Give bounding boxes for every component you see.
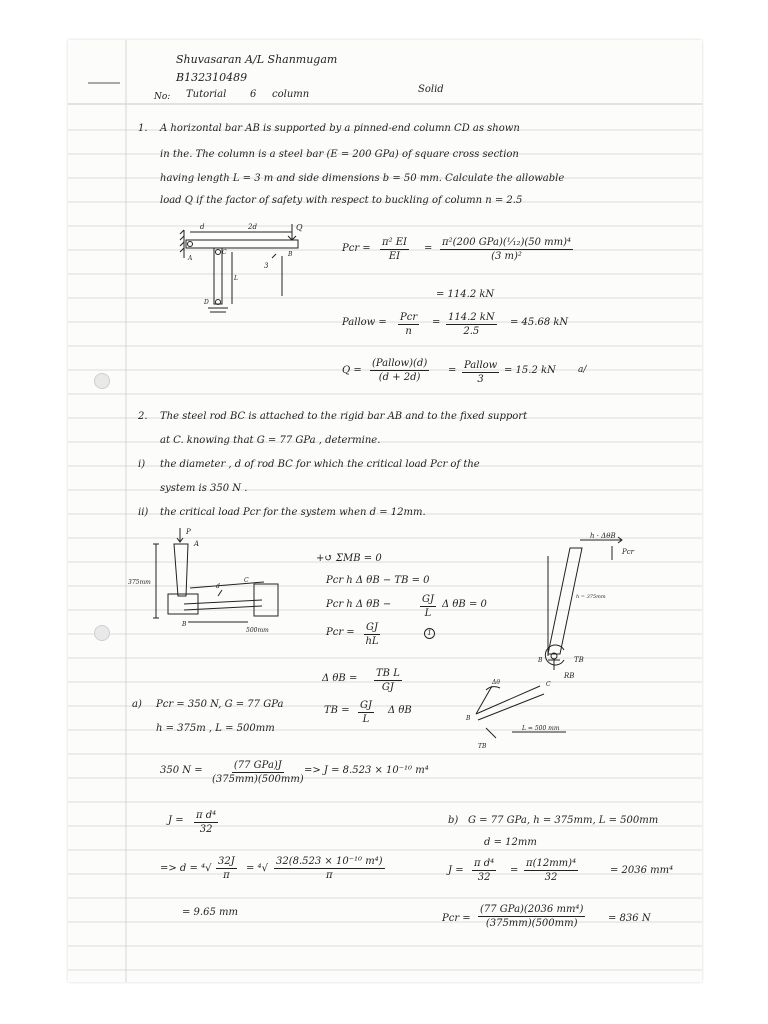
- d-numerator-2: 32(8.523 × 10⁻¹⁰ m⁴): [276, 856, 383, 867]
- eq3-denominator: hL: [365, 636, 379, 647]
- q1-number: 1.: [138, 123, 148, 134]
- equation-5-rhs: Δ θB: [388, 705, 412, 716]
- equation-4-lhs: Δ θB =: [322, 673, 358, 684]
- q2-part-i-text: system is 350 N .: [160, 483, 248, 494]
- pallow-fraction: [398, 312, 419, 337]
- diagram-label-c: C: [222, 249, 227, 256]
- part-a-numerator: (77 GPa)J: [233, 760, 282, 771]
- part-b-pcr-numerator: (77 GPa)(2036 mm⁴): [480, 904, 584, 915]
- part-b-pcr-denominator: (375mm)(500mm): [485, 918, 578, 929]
- part-b-j-denominator: 32: [477, 872, 491, 883]
- eq2-denominator: L: [424, 608, 432, 619]
- part-b-j-result: = 2036 mm⁴: [610, 865, 674, 876]
- part-b-pcr-lhs: Pcr =: [442, 913, 471, 924]
- q-denominator: (d + 2d): [378, 372, 421, 383]
- equation-3-fraction: [364, 622, 380, 647]
- q2-part-i-text: the diameter , d of rod BC for which the critical load Pcr of the: [160, 459, 480, 470]
- eq5-numerator: GJ: [360, 700, 372, 711]
- part-b-j-fraction: [472, 858, 496, 883]
- j-numerator: π d⁴: [196, 810, 217, 821]
- fig-label-c: C: [244, 577, 249, 584]
- topic: column: [272, 89, 310, 100]
- q2-number: 2.: [138, 411, 148, 422]
- twist-label-c: C: [546, 681, 551, 688]
- part-b-j-lhs: J =: [448, 865, 464, 876]
- pcr-sub-numerator: π²(200 GPa)(¹⁄₁₂)(50 mm)⁴: [442, 237, 572, 248]
- pcr-lhs: Pcr =: [342, 243, 371, 254]
- notebook-page: [68, 40, 702, 982]
- student-id: B132310489: [176, 71, 248, 84]
- pcr-fraction: [380, 237, 409, 262]
- d-result: = 9.65 mm: [182, 907, 238, 918]
- q2-line: The steel rod BC is attached to the rigid bar AB and to the fixed support: [160, 411, 528, 422]
- pcr-substituted: [440, 237, 573, 262]
- fbd-label-rb: RB: [564, 672, 575, 680]
- part-b-j-equals: =: [510, 865, 519, 876]
- pallow-numerator-2: 114.2 kN: [448, 312, 495, 323]
- q2-twist-figure: [456, 672, 576, 752]
- pcr-equals: =: [424, 243, 433, 254]
- fbd-label-top: h · ΔθB: [590, 532, 616, 540]
- q2-part-ii-label: ii): [138, 507, 149, 518]
- d-fraction-2: [274, 856, 385, 881]
- fig-label-d: d: [216, 583, 220, 590]
- q2-part-ii-text: the critical load Pcr for the system when d = 12mm.: [160, 507, 426, 518]
- diagram-label-a: A: [188, 255, 193, 262]
- equation-3-tag: 1: [424, 628, 435, 639]
- diagram-label-2d: 2d: [248, 223, 257, 231]
- equation-2-fraction: [420, 594, 436, 619]
- part-b-j-numerator-2: π(12mm)⁴: [526, 858, 577, 869]
- diagram-label-b: B: [288, 251, 293, 258]
- part-a-denominator: (375mm)(500mm): [212, 774, 304, 785]
- type-label: Solid: [418, 84, 444, 95]
- fig-label-l: 500mm: [246, 627, 269, 634]
- twist-label-b: B: [466, 715, 471, 722]
- tutorial-label: Tutorial: [186, 89, 227, 100]
- part-b-j-denominator-2: 32: [544, 872, 558, 883]
- pcr-denominator: EI: [388, 251, 401, 262]
- part-b-label: b): [448, 815, 459, 826]
- pcr-sub-denominator: (3 m)²: [491, 251, 522, 262]
- pallow-fraction-2: [446, 312, 497, 337]
- student-name: Shuvasaran A/L Shanmugam: [176, 53, 338, 66]
- part-b-pcr-fraction: [478, 904, 585, 929]
- q-equals: =: [448, 365, 457, 376]
- part-b-j-fraction-2: [524, 858, 578, 883]
- d-denominator: π: [223, 870, 230, 881]
- part-a-fraction: [212, 760, 304, 785]
- fbd-label-b: B: [538, 657, 543, 664]
- twist-label-dtheta: Δθ: [492, 679, 500, 686]
- d-lhs: => d = ⁴√: [160, 863, 212, 874]
- fig-label-b: B: [182, 621, 187, 628]
- equation-3-lhs: Pcr =: [326, 627, 355, 638]
- binder-hole: [94, 625, 110, 641]
- q-mark: a/: [578, 365, 587, 375]
- equation-2-right: Δ θB = 0: [442, 599, 487, 610]
- moment-equation: +↺ ΣMB = 0: [316, 553, 382, 564]
- equation-2-left: Pcr h Δ θB −: [326, 599, 392, 610]
- q1-line: load Q if the factor of safety with respect to buckling of column n = 2.5: [160, 195, 523, 206]
- q-fraction-2: [462, 360, 499, 385]
- q2-rod-figure: [128, 526, 288, 634]
- part-a-eq-lhs: 350 N =: [160, 765, 203, 776]
- q1-line: having length L = 3 m and side dimensions b = 50 mm. Calculate the allowable: [160, 173, 565, 184]
- diagram-label-q: Q: [296, 223, 303, 232]
- tutorial-number: 6: [250, 89, 257, 100]
- q2-line: at C. knowing that G = 77 GPa , determine.: [160, 435, 381, 446]
- q1-line: in the. The column is a steel bar (E = 200 GPa) of square cross section: [160, 149, 519, 160]
- part-a-label: a): [132, 699, 142, 710]
- equation-5-fraction: [358, 700, 374, 725]
- pallow-equals: =: [432, 317, 441, 328]
- twist-label-tb: TB: [478, 743, 487, 750]
- part-a-given-1: Pcr = 350 N, G = 77 GPa: [156, 699, 284, 710]
- part-b-j-numerator: π d⁴: [474, 858, 495, 869]
- fbd-label-tb: TB: [574, 656, 584, 664]
- fbd-label-pcr: Pcr: [622, 548, 634, 556]
- q1-line: A horizontal bar AB is supported by a pinned-end column CD as shown: [160, 123, 520, 134]
- fig-label-p: P: [186, 528, 191, 536]
- q1-beam-diagram: [172, 218, 322, 318]
- part-b-pcr-result: = 836 N: [608, 913, 651, 924]
- diagram-label-3: 3: [264, 262, 269, 270]
- q-lhs: Q =: [342, 365, 362, 376]
- d-numerator: 32J: [218, 856, 235, 867]
- pallow-result: = 45.68 kN: [510, 317, 569, 328]
- diagram-label-d: d: [200, 223, 205, 231]
- pallow-denominator: n: [405, 326, 412, 337]
- q-fraction: [370, 358, 429, 383]
- no-label: No:: [154, 92, 171, 102]
- j-lhs: J =: [168, 815, 184, 826]
- eq2-numerator: GJ: [422, 594, 434, 605]
- j-fraction: [194, 810, 218, 835]
- q2-part-i-label: i): [138, 459, 146, 470]
- q-denominator-2: 3: [477, 374, 484, 385]
- equation-5-lhs: TB =: [324, 705, 350, 716]
- d-denominator-2: π: [326, 870, 333, 881]
- q-numerator: (Pallow)(d): [372, 358, 428, 369]
- q-numerator-2: Pallow: [464, 360, 498, 371]
- part-a-given-2: h = 375m , L = 500mm: [156, 723, 275, 734]
- part-b-given-2: d = 12mm: [484, 837, 537, 848]
- pcr-numerator: π² EI: [382, 237, 408, 248]
- equation-1: Pcr h Δ θB − TB = 0: [326, 575, 430, 586]
- fig-label-h: 375mm: [128, 579, 151, 586]
- part-b-given-1: G = 77 GPa, h = 375mm, L = 500mm: [468, 815, 659, 826]
- equation-4-fraction: [374, 668, 402, 693]
- fbd-label-h: h = 375mm: [576, 594, 606, 600]
- eq5-denominator: L: [362, 714, 370, 725]
- diagram-label-d-pin: D: [204, 299, 209, 306]
- fig-label-a: A: [194, 540, 200, 548]
- pallow-denominator-2: 2.5: [463, 326, 480, 337]
- pallow-lhs: Pallow =: [342, 317, 387, 328]
- eq4-numerator: TB L: [376, 668, 400, 679]
- part-a-result: => J = 8.523 × 10⁻¹⁰ m⁴: [304, 765, 429, 776]
- eq4-denominator: GJ: [381, 682, 394, 693]
- twist-label-l: L = 500 mm: [522, 725, 560, 732]
- diagram-label-l: L: [234, 275, 238, 282]
- q2-free-body-figure: [530, 530, 640, 680]
- pallow-numerator: Pcr: [400, 312, 418, 323]
- d-fraction: [216, 856, 237, 881]
- binder-hole: [94, 373, 110, 389]
- eq3-numerator: GJ: [366, 622, 378, 633]
- j-denominator: 32: [199, 824, 213, 835]
- pcr-result: = 114.2 kN: [436, 289, 495, 300]
- d-equals: = ⁴√: [246, 863, 268, 874]
- q-result: = 15.2 kN: [504, 365, 556, 376]
